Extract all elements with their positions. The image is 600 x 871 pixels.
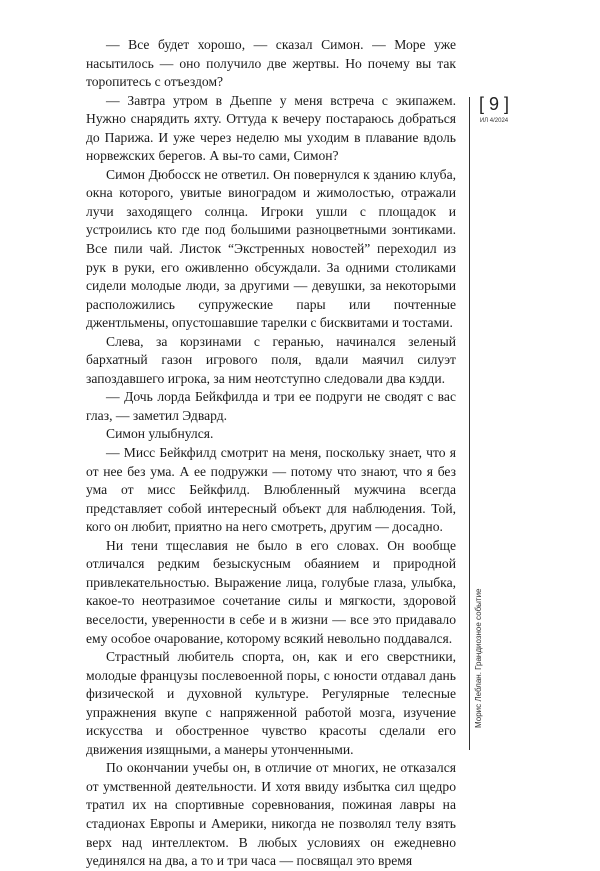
paragraph: Страстный любитель спорта, он, как и его сверстники, молодые французы послевоенной поры, с юности отдавал дань физической и духовной культуре. Регулярные телесные упражнения вкупе с напряженной работой мозга, изучение искусства и обостренное чувство красоты сделали его движения изящными, а манеры утонченными. — [86, 649, 456, 757]
paragraph: Ни тени тщеславия не было в его словах. Он вообще отличался редким безыскусным обаянием и природной привлекательностью. Выражение лица, голубые глаза, улыбка, какое-то неотразимое сочетание силы и мягкости, здоровой веселости, уверенности в себе и в жизни — все это придавало ему особое очарование, которому всякий невольно поддавался. — [86, 537, 456, 646]
page-number — [475, 94, 513, 115]
page-number-value: 9 — [488, 94, 499, 114]
paragraph: Слева, за корзинами с геранью, начинался зеленый бархатный газон игрового поля, вдали маячил силуэт запоздавшего игрока, за ним неотступно следовали два кэдди. — [86, 333, 456, 386]
paragraph: — Дочь лорда Бейкфилда и три ее подруги не сводят с вас глаз, — заметил Эдвард. — [86, 389, 456, 423]
paragraph: Симон Дюбосск не ответил. Он повернулся к зданию клуба, окна которого, увитые виноградом и жимолостью, отражали лучи заходящего солнца. Игроки ушли с площадок и устроились кто где под большими разноцветными зонтиками. Все пили чай. Листок “Экстренных новостей” переходил из рук в руки, его оживленно обсуждали. За одними столиками сидели молодые люди, за другими — девушки, за некоторыми расположились супружеские пары или почтенные джентльмены, опустошавшие тарелки с бисквитами и тостами. — [86, 166, 456, 331]
page-bracket-close: ] — [504, 94, 510, 114]
paragraph: По окончании учебы он, в отличие от многих, не отказался от умственной деятельности. И хотя ввиду избытка сил щедро тратил их на спортивные соревнования, пожиная лавры на стадионах Европы и Америки, никогда не позволял телу взять верх над интеллектом. В любых условиях он ежедневно уединялся на два, а то и три часа — посвящал это время — [86, 760, 456, 869]
page-bracket-open: [ — [478, 94, 484, 114]
paragraph: — Завтра утром в Дьеппе у меня встреча с экипажем. Нужно снарядить яхту. Оттуда к вечеру постараюсь добраться до Парижа. И уже через неделю мы уходим в плавание вдоль норвежских берегов. А вы-то сами, Симон? — [86, 92, 456, 164]
paragraph: — Все будет хорошо, — сказал Симон. — Море уже насытилось — оно получило две жертвы. Но почему вы так торопитесь с отъездом? — [86, 37, 456, 90]
body-text — [86, 36, 456, 871]
paragraph: Симон улыбнулся. — [106, 426, 214, 442]
journal-issue: ИЛ 4/2024 — [479, 118, 509, 124]
running-head: Морис Леблан. Грандиозное событие — [474, 588, 483, 728]
margin-rule — [469, 97, 470, 750]
paragraph: — Мисс Бейкфилд смотрит на меня, поскольку знает, что я от нее без ума. А ее подружки — потому что знают, что я без ума от мисс Бейкфилд. Влюбленный мужчина всегда представляет собой интересный объект для наблюдения. Той, кого он любит, приятно на него смотреть, другим — досадно. — [86, 445, 456, 535]
